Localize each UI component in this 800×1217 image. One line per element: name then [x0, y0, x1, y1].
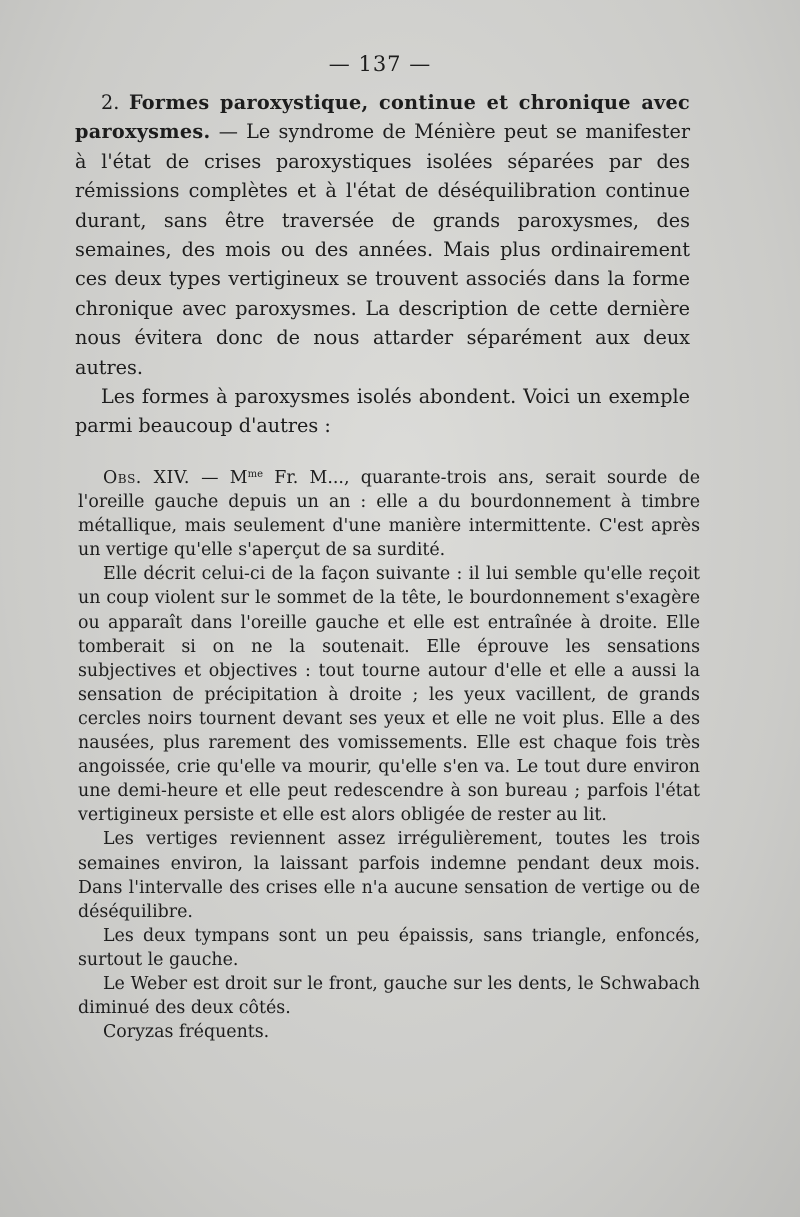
observation-paragraph: Coryzas fréquents.: [103, 1022, 270, 1043]
observation-title-sup: me: [247, 469, 264, 480]
observation-dash: — M: [189, 468, 248, 488]
observation-paragraph: Elle décrit celui-ci de la façon suivante : il lui semble qu'elle reçoit un coup violent sur le sommet de la tête, le bourdonnement s'exagère ou apparaît dans l'oreille gauche et elle est entraînée à droite. Elle tomberait si on ne la soutenait. Elle éprouve les sensations subjectives et objectives : tout tourne autour d'elle et elle a aussi la sensation de précipitation à droite ; les yeux vacillent, de grands cercles noirs tournent devant ses yeux et elle ne voit plus. Elle a des nausées, plus rarement des vomissements. Elle est chaque fois très angoissée, crie qu'elle va mourir, qu'elle s'en va. Le tout dure environ une demi-heure et elle peut redescendre à son bureau ; parfois l'état vertigineux persiste et elle est alors obligée de rester au lit.: [78, 564, 700, 826]
section-number: 2.: [101, 91, 120, 114]
section-paragraph: [75, 88, 690, 382]
observation-block: [78, 466, 700, 1044]
page-number: — 137 —: [328, 52, 432, 76]
observation-first-paragraph: [78, 466, 700, 562]
observation-paragraph: Les vertiges reviennent assez irrégulièrement, toutes les trois semaines environ, la laissant parfois indemne pendant deux mois. Dans l'intervalle des crises elle n'a aucune sensation de vertige ou de déséquilibre.: [78, 829, 700, 922]
observation-paragraph: Les deux tympans sont un peu épaissis, sans triangle, enfoncés, surtout le gauche.: [78, 925, 700, 970]
section-intro: — Le syndrome de Ménière peut se manifester à l'état de crises paroxystiques isolées séparées par des rémissions complètes et à l'état de déséquilibration continue durant, sans être traversée de grands paroxysmes, des semaines, des mois ou des années. Mais plus ordinairement ces deux types vertigineux se trouvent associés dans la forme chronique avec paroxysmes. La description de cette dernière nous évitera donc de nous attarder séparément aux deux autres.: [75, 120, 690, 379]
section-title: Formes paroxystique, continue et chronique avec paroxysmes.: [75, 91, 690, 144]
example-paragraph: Les formes à paroxysmes isolés abondent. Voici un exemple parmi beaucoup d'autres :: [75, 385, 690, 438]
observation-label: Obs. XIV.: [103, 468, 190, 488]
observation-paragraph: Le Weber est droit sur le front, gauche sur les dents, le Schwabach diminué des deux côtés.: [78, 973, 700, 1019]
observation-first-text: Fr. M..., quarante-trois ans, serait sourde de l'oreille gauche depuis un an : elle a du bourdonnement à timbre métallique, mais seulement d'une manière intermittente. C'est après un vertige qu'elle s'aperçut de sa surdité.: [78, 468, 700, 561]
main-text: [75, 88, 690, 441]
